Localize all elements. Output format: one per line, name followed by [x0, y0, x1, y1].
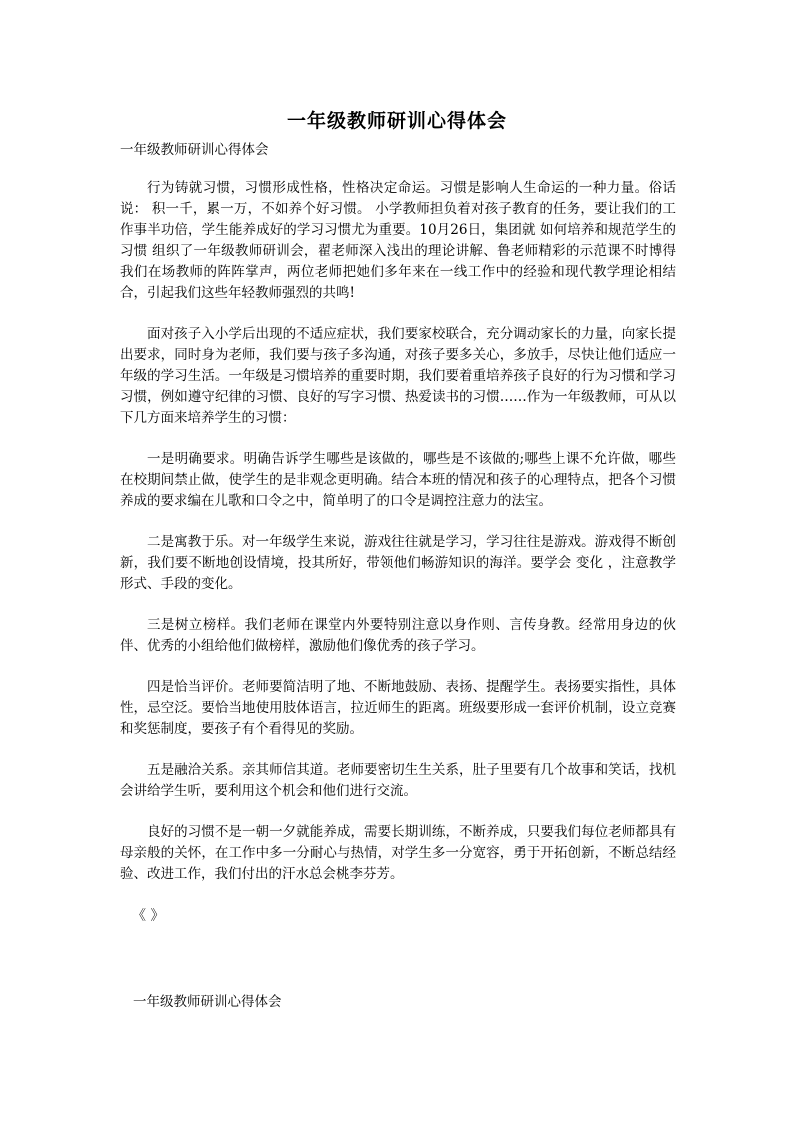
paragraph-intro: 行为铸就习惯，习惯形成性格，性格决定命运。习惯是影响人生命运的一种力量。俗话说： 积一千，累一万，不如养个好习惯。 小学教师担负着对孩子教育的任务，要让我们的工作事半功倍，学生能养成好的学习习惯尤为重要。10月26日，集团就 如何培养和规范学生的习惯 组织了一年级教师研训会，翟老师深入浅出的理论讲解、鲁老师精彩的示范课不时博得我们在场教师的阵阵掌声，两位老师把她们多年来在一线工作中的经验和现代教学理论相结合，引起我们这些年轻教师强烈的共鸣!	[120, 180, 676, 301]
paragraph-adaptation: 面对孩子入小学后出现的不适应症状，我们要家校联合，充分调动家长的力量，向家长提出要求，同时身为老师，我们要与孩子多沟通，对孩子要多关心，多放手，尽快让他们适应一年级的学习生活。一年级是习惯培养的重要时期，我们要着重培养孩子良好的行为习惯和学习习惯，例如遵守纪律的习惯、良好的写字习惯、热爱读书的习惯……作为一年级教师，可从以下几方面来培养学生的习惯：	[120, 326, 676, 426]
book-title-marks: 《 》	[132, 908, 165, 924]
document-subtitle: 一年级教师研训心得体会	[120, 142, 269, 158]
paragraph-point-five: 五是融洽关系。亲其师信其道。老师要密切生生关系，肚子里要有几个故事和笑话，找机会讲给学生听，要利用这个机会和他们进行交流。	[120, 762, 676, 799]
paragraph-conclusion: 良好的习惯不是一朝一夕就能养成，需要长期训练，不断养成，只要我们每位老师都具有母亲般的关怀，在工作中多一分耐心与热情，对学生多一分宽容，勇于开拓创新，不断总结经验、改进工作，我们付出的汗水总会桃李芬芳。	[120, 824, 676, 882]
paragraph-point-one: 一是明确要求。明确告诉学生哪些是该做的，哪些是不该做的;哪些上课不允许做，哪些在校期间禁止做，使学生的是非观念更明确。结合本班的情况和孩子的心理特点，把各个习惯养成的要求编在儿歌和口令之中，简单明了的口令是调控注意力的法宝。	[120, 451, 676, 509]
paragraph-point-two: 二是寓教于乐。对一年级学生来说，游戏往往就是学习，学习往往是游戏。游戏得不断创新，我们要不断地创设情境，投其所好，带领他们畅游知识的海洋。要学会 变化 ，注意教学形式、手段的变化。	[120, 534, 676, 592]
paragraph-point-three: 三是树立榜样。我们老师在课堂内外要特别注意以身作则、言传身教。经常用身边的伙伴、优秀的小组给他们做榜样，激励他们像优秀的孩子学习。	[120, 617, 676, 654]
document-title: 一年级教师研训心得体会	[286, 110, 507, 132]
footer-title: 一年级教师研训心得体会	[133, 994, 282, 1010]
document-body	[120, 178, 676, 905]
paragraph-point-four: 四是恰当评价。老师要简洁明了地、不断地鼓励、表扬、提醒学生。表扬要实指性，具体性，忌空泛。要恰当地使用肢体语言，拉近师生的距离。班级要形成一套评价机制，设立竞赛和奖惩制度，要孩子有个看得见的奖励。	[120, 679, 676, 737]
